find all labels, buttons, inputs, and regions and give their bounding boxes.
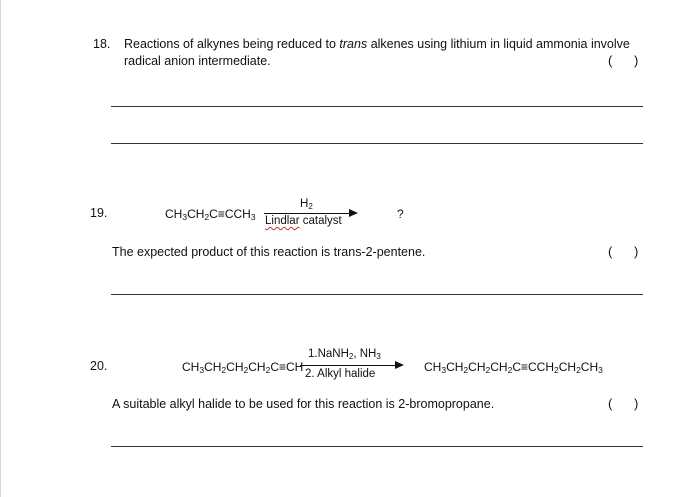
q20-answer-parentheses[interactable]: ( ) xyxy=(608,396,639,411)
q18-statement-line2: radical anion intermediate. xyxy=(124,54,271,68)
q18-answer-parentheses[interactable]: ( ) xyxy=(608,53,639,68)
q20-reagent-step2: 2. Alkyl halide xyxy=(305,368,376,380)
q18-number: 18. xyxy=(93,37,111,51)
q18-answer-line-1[interactable] xyxy=(111,106,643,107)
q19-product-unknown: ? xyxy=(397,207,404,221)
q19-reaction-arrow xyxy=(264,213,350,214)
q19-statement: The expected product of this reaction is trans-2-pentene. xyxy=(112,245,426,259)
q19-answer-line[interactable] xyxy=(111,294,643,295)
q19-answer-parentheses[interactable]: ( ) xyxy=(608,244,639,259)
q19-number: 19. xyxy=(90,206,108,220)
q19-reactant-formula: $CH_3CH_2C\equiv CCH_3$ xyxy=(165,207,256,222)
q19-catalyst-label: Lindlar catalyst xyxy=(265,215,342,227)
q19-arrow-head-icon xyxy=(349,209,358,217)
q19-reagent-h2: $H_2$ xyxy=(300,198,313,211)
q20-reagent-step1: 1.NaNH$_2$, $NH_3$ xyxy=(308,348,381,361)
q18-trans-emphasis: trans xyxy=(339,37,368,51)
q20-arrow-head-icon xyxy=(395,361,404,369)
q20-reaction-arrow xyxy=(300,365,396,366)
q20-answer-line[interactable] xyxy=(111,446,643,447)
q20-number: 20. xyxy=(90,359,108,373)
q20-product-formula: $CH_3CH_2CH_2CH_2C\equiv CCH_2CH_2CH_3$ xyxy=(424,360,603,375)
q20-reactant-formula: $CH_3CH_2CH_2CH_2C\equiv CH$ xyxy=(182,360,304,375)
page-left-border xyxy=(0,0,1,497)
q20-statement: A suitable alkyl halide to be used for this reaction is 2-bromopropane. xyxy=(112,397,495,411)
q18-statement-line1: Reactions of alkynes being reduced to trans alkenes using lithium in liquid ammonia involve xyxy=(124,37,630,51)
q18-answer-line-2[interactable] xyxy=(111,143,643,144)
